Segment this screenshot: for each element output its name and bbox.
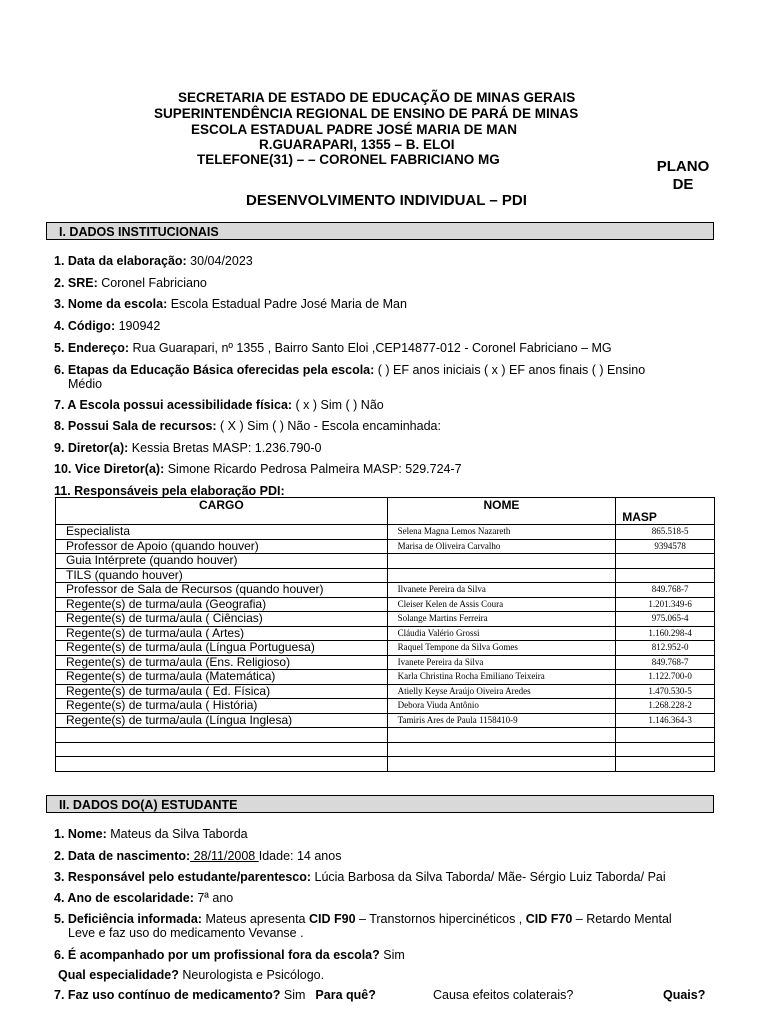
nome-cell: Ilvanete Pereira da Silva [387,583,616,598]
table-row [56,554,715,569]
cargo-cell: Regente(s) de turma/aula (Ens. Religioso) [56,655,388,670]
plano-de-label [648,158,718,194]
nome-cell: Cleiser Kelen de Assis Coura [387,597,616,612]
cargo-cell [56,757,388,772]
item-nome-escola: 3. Nome da escola: Escola Estadual Padre José Maria de Man [54,297,407,311]
item-sala-recursos: 8. Possui Sala de recursos: ( X ) Sim ( ) Não - Escola encaminhada: [54,419,441,433]
header-secretaria: SECRETARIA DE ESTADO DE EDUCAÇÃO DE MINAS GERAIS [178,90,576,105]
cargo-cell: Regente(s) de turma/aula (Língua Portuguesa) [56,641,388,656]
col-nome-header: NOME [387,498,616,525]
masp-cell [616,728,715,743]
masp-cell: 9394578 [616,539,715,554]
masp-cell: 975.065-4 [616,612,715,627]
cargo-cell: Regente(s) de turma/aula ( História) [56,699,388,714]
masp-cell: 1.146.364-3 [616,713,715,728]
masp-cell [616,742,715,757]
cargo-cell: Regente(s) de turma/aula (Geografia) [56,597,388,612]
student-efeitos-colaterais: Causa efeitos colaterais? [433,988,574,1002]
student-deficiencia: 5. Deficiência informada: Mateus apresenta CID F90 – Transtornos hipercinéticos , CID F70 – Retardo Mental [54,912,672,926]
table-row [56,670,715,685]
cargo-cell: Regente(s) de turma/aula ( Artes) [56,626,388,641]
nome-cell [387,728,616,743]
masp-cell: 1.160.298-4 [616,626,715,641]
student-nascimento: 2. Data de nascimento: 28/11/2008 Idade: 14 anos [54,849,342,863]
student-nome: 1. Nome: Mateus da Silva Taborda [54,827,248,841]
nome-cell: Solange Martins Ferreira [387,612,616,627]
cargo-cell: Regente(s) de turma/aula ( Ciências) [56,612,388,627]
responsaveis-table [55,497,715,772]
masp-cell [616,757,715,772]
table-row [56,626,715,641]
nome-cell: Marisa de Oliveira Carvalho [387,539,616,554]
table-row [56,699,715,714]
item-diretor: 9. Diretor(a): Kessia Bretas MASP: 1.236.790-0 [54,441,322,455]
student-responsavel: 3. Responsável pelo estudante/parentesco: Lúcia Barbosa da Silva Taborda/ Mãe- Sérgio Luiz Taborda/ Pai [54,870,666,884]
nome-cell [387,757,616,772]
nome-cell: Cláudia Valério Grossi [387,626,616,641]
masp-cell: 849.768-7 [616,583,715,598]
student-deficiencia-cont: Leve e faz uso do medicamento Vevanse . [68,926,304,940]
cargo-cell: Regente(s) de turma/aula ( Ed. Física) [56,684,388,699]
document-title: DESENVOLVIMENTO INDIVIDUAL – PDI [246,192,527,209]
table-row [56,728,715,743]
header-escola: ESCOLA ESTADUAL PADRE JOSÉ MARIA DE MAN [191,122,518,137]
table-row [56,655,715,670]
cargo-cell: Especialista [56,525,388,540]
item-etapas-cont: Médio [68,377,103,391]
masp-cell: 849.768-7 [616,655,715,670]
table-row [56,713,715,728]
table-row [56,597,715,612]
masp-cell: 812.952-0 [616,641,715,656]
masp-cell: 1.268.228-2 [616,699,715,714]
student-especialidade: Qual especialidade? Neurologista e Psicólogo. [58,968,325,982]
cargo-cell: TILS (quando houver) [56,568,388,583]
masp-cell [616,568,715,583]
table-row [56,539,715,554]
cargo-cell: Regente(s) de turma/aula (Língua Inglesa) [56,713,388,728]
table-row [56,757,715,772]
cargo-cell: Professor de Sala de Recursos (quando houver) [56,583,388,598]
col-masp-header: MASP [616,498,715,525]
item-codigo: 4. Código: 190942 [54,319,161,333]
nome-cell [387,568,616,583]
nome-cell: Ivanete Pereira da Silva [387,655,616,670]
de-word: DE [672,176,694,193]
cargo-cell: Guia Intérprete (quando houver) [56,554,388,569]
table-row [56,641,715,656]
nome-cell: Raquel Tempone da Silva Gomes [387,641,616,656]
table-row [56,583,715,598]
item-responsaveis: 11. Responsáveis pela elaboração PDI: [54,484,285,498]
table-row [56,568,715,583]
item-endereco: 5. Endereço: Rua Guarapari, nº 1355 , Bairro Santo Eloi ,CEP14877-012 - Coronel Fabriciano – MG [54,341,612,355]
cargo-cell: Regente(s) de turma/aula (Matemática) [56,670,388,685]
nome-cell: Karla Christina Rocha Emiliano Teixeira [387,670,616,685]
cargo-cell [56,728,388,743]
table-row [56,525,715,540]
student-acompanhamento: 6. É acompanhado por um profissional fora da escola? Sim [54,948,405,962]
nome-cell [387,554,616,569]
item-vice-diretor: 10. Vice Diretor(a): Simone Ricardo Pedrosa Palmeira MASP: 529.724-7 [54,462,462,476]
nome-cell: Debora Viuda Antônio [387,699,616,714]
col-cargo-header: CARGO [56,498,388,525]
masp-cell: 1.201.349-6 [616,597,715,612]
plano-word: PLANO [656,158,710,175]
table-header-row [56,498,715,525]
section-dados-institucionais: I. DADOS INSTITUCIONAIS [46,222,714,240]
header-endereco: R.GUARAPARI, 1355 – B. ELOI [259,137,455,152]
header-telefone: TELEFONE(31) – – CORONEL FABRICIANO MG [197,152,500,167]
nome-cell: Tamiris Ares de Paula 1158410-9 [387,713,616,728]
item-etapas: 6. Etapas da Educação Básica oferecidas pela escola: ( ) EF anos iniciais ( x ) EF anos finais ( ) Ensino [54,363,646,377]
cargo-cell: Professor de Apoio (quando houver) [56,539,388,554]
student-ano: 4. Ano de escolaridade: 7ª ano [54,891,234,905]
masp-cell: 1.122.700-0 [616,670,715,685]
section-dados-estudante: II. DADOS DO(A) ESTUDANTE [46,795,714,813]
table-row [56,612,715,627]
item-acessibilidade: 7. A Escola possui acessibilidade física: ( x ) Sim ( ) Não [54,398,384,412]
student-quais: Quais? [663,988,706,1002]
table-row [56,684,715,699]
masp-cell: 865.518-5 [616,525,715,540]
table-row [56,742,715,757]
header-superintendencia: SUPERINTENDÊNCIA REGIONAL DE ENSINO DE PARÁ DE MINAS [154,106,579,121]
nome-cell: Selena Magna Lemos Nazareth [387,525,616,540]
nome-cell [387,742,616,757]
masp-cell: 1.470.530-5 [616,684,715,699]
item-data-elaboracao: 1. Data da elaboração: 30/04/2023 [54,254,253,268]
masp-cell [616,554,715,569]
cargo-cell [56,742,388,757]
item-sre: 2. SRE: Coronel Fabriciano [54,276,207,290]
student-medicamento: 7. Faz uso contínuo de medicamento? Sim Para quê? [54,988,376,1002]
nome-cell: Atielly Keyse Araújo Oiveira Aredes [387,684,616,699]
